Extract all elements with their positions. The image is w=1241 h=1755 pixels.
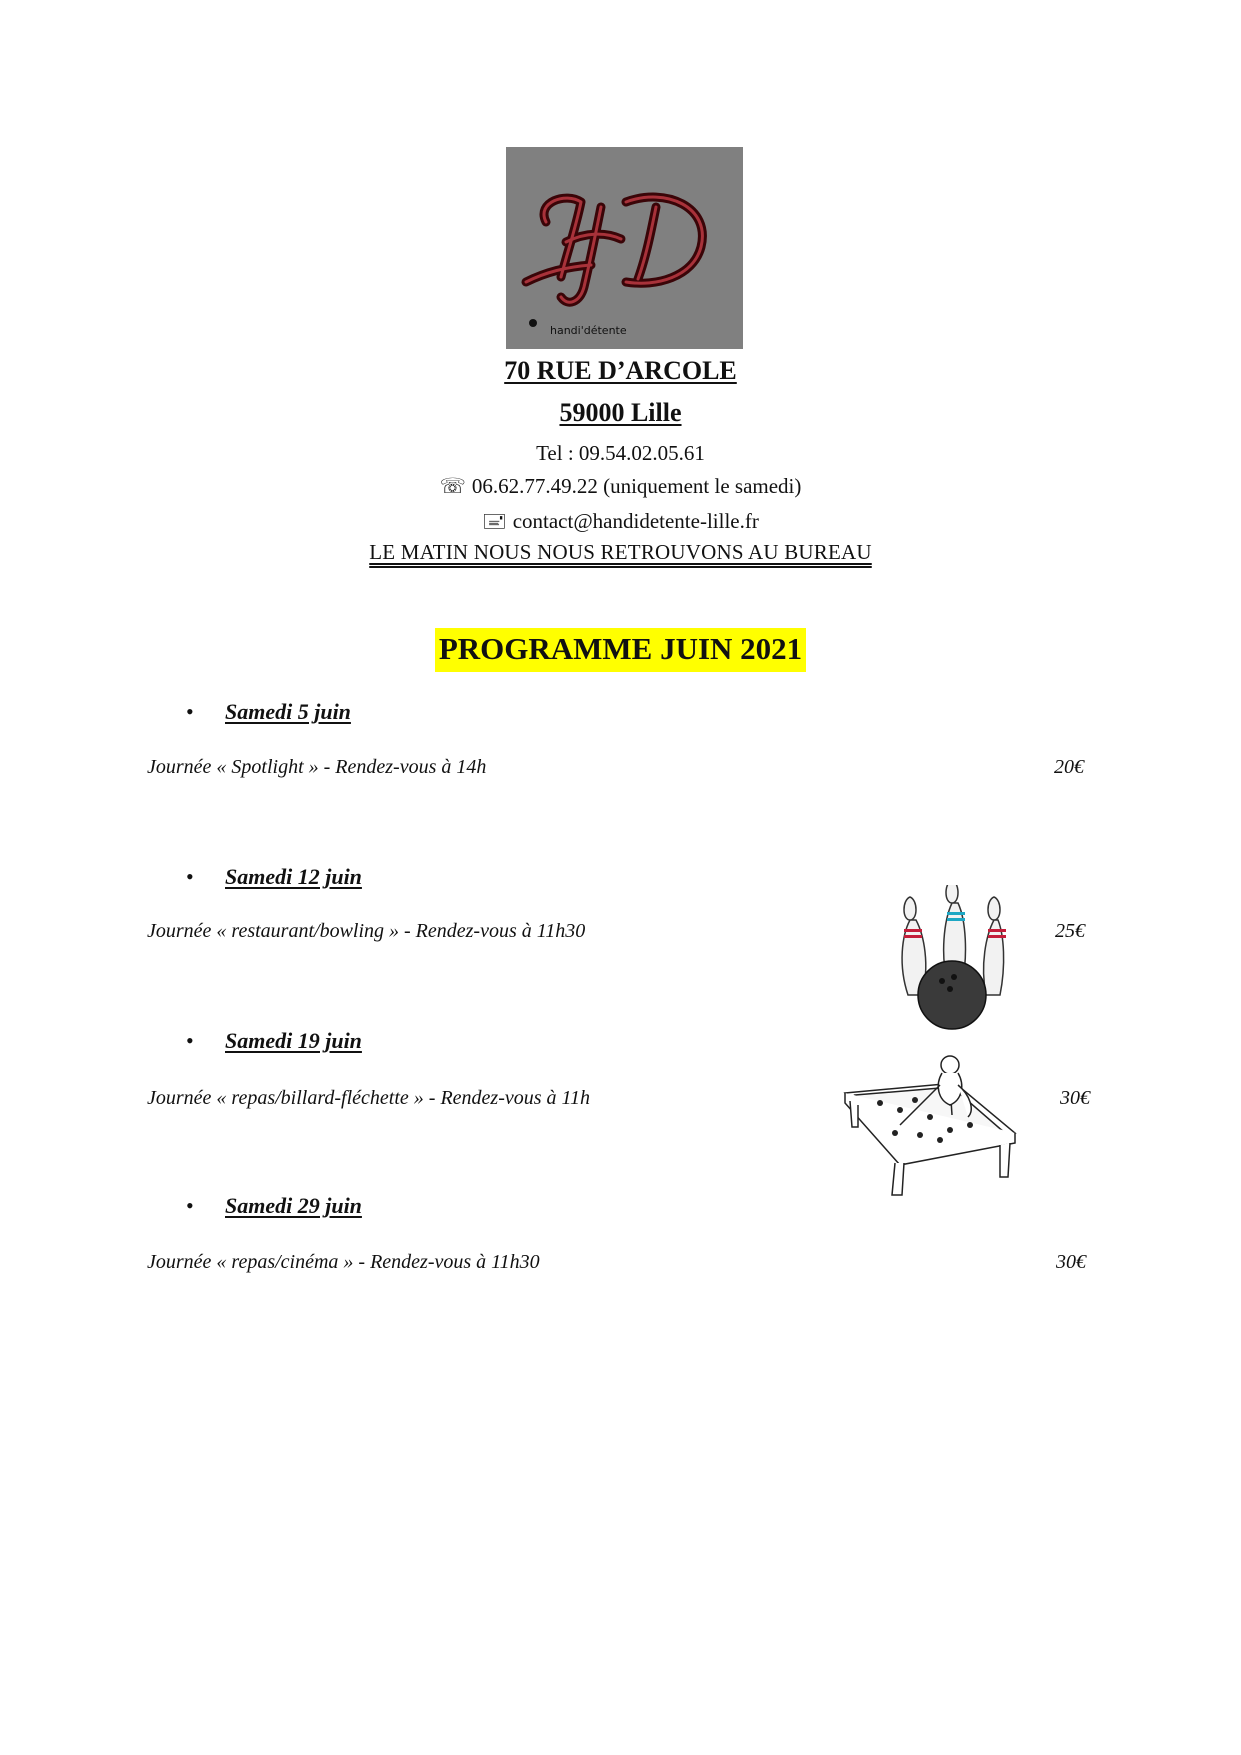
event-date-text: Samedi 19 juin bbox=[225, 1028, 362, 1053]
event-date bbox=[186, 699, 351, 725]
meeting-notice: LE MATIN NOUS NOUS RETROUVONS AU BUREAU bbox=[369, 540, 872, 564]
mobile-number: 06.62.77.49.22 (uniquement le samedi) bbox=[471, 474, 802, 498]
event-date bbox=[186, 1193, 362, 1219]
bullet-icon: • bbox=[186, 1028, 194, 1053]
event-description: Journée « repas/cinéma » - Rendez-vous à 11h30 bbox=[147, 1251, 540, 1273]
phone-line: Tel : 09.54.02.05.61 bbox=[536, 441, 705, 465]
bullet-icon: • bbox=[186, 864, 194, 889]
billiard-table-icon bbox=[840, 1055, 1020, 1210]
event-price: 30€ bbox=[1060, 1087, 1090, 1109]
event-date bbox=[186, 864, 362, 890]
mobile-line bbox=[0, 474, 1241, 499]
event-date-text: Samedi 29 juin bbox=[225, 1193, 362, 1218]
title-wrap bbox=[0, 628, 1241, 672]
telephone-icon: ☏ bbox=[439, 474, 466, 498]
hd-monogram-icon bbox=[506, 147, 743, 349]
event-date bbox=[186, 1028, 362, 1054]
logo-bullet bbox=[529, 319, 537, 327]
page-title: PROGRAMME JUIN 2021 bbox=[435, 628, 806, 672]
address-street: 70 RUE D’ARCOLE bbox=[504, 356, 737, 385]
event-description: Journée « repas/billard-fléchette » - Rendez-vous à 11h bbox=[147, 1087, 591, 1109]
address-city: 59000 Lille bbox=[559, 398, 682, 427]
envelope-icon: 🖃 bbox=[482, 509, 507, 533]
event-date-text: Samedi 12 juin bbox=[225, 864, 362, 889]
event-description: Journée « restaurant/bowling » - Rendez-vous à 11h30 bbox=[147, 920, 586, 942]
event-price: 25€ bbox=[1055, 920, 1085, 942]
event-price: 20€ bbox=[1054, 756, 1084, 778]
email-line bbox=[0, 507, 1241, 542]
logo bbox=[506, 147, 743, 349]
email-address[interactable]: contact@handidetente-lille.fr bbox=[512, 509, 759, 533]
bullet-icon: • bbox=[186, 1193, 194, 1218]
bullet-icon: • bbox=[186, 699, 194, 724]
event-price: 30€ bbox=[1056, 1251, 1086, 1273]
event-date-text: Samedi 5 juin bbox=[225, 699, 351, 724]
bowling-pins-icon bbox=[880, 885, 1030, 1035]
event-description: Journée « Spotlight » - Rendez-vous à 14h bbox=[147, 756, 487, 778]
logo-caption: handi'détente bbox=[550, 324, 627, 337]
